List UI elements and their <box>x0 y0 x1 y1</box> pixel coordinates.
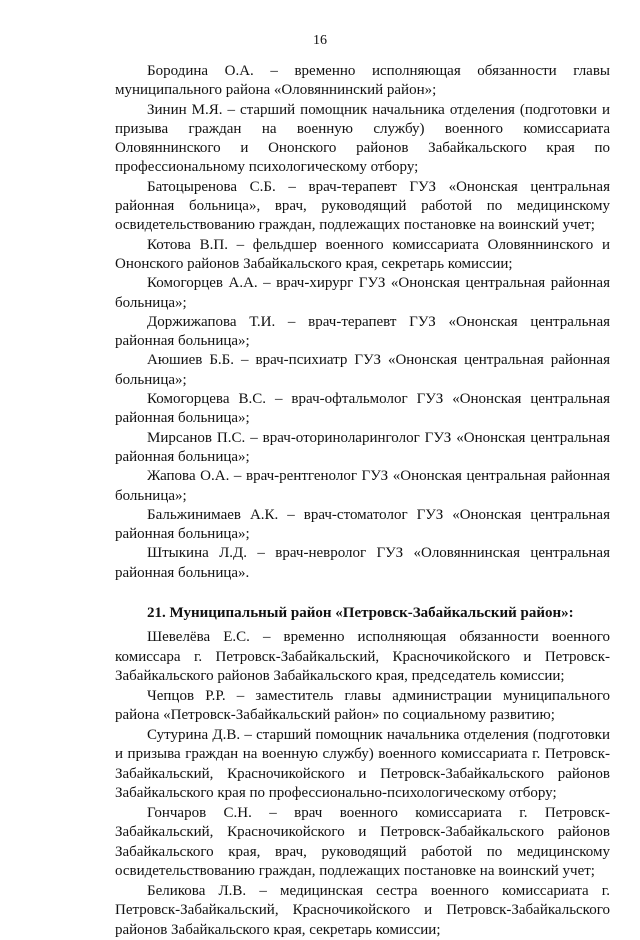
member-entry: Шевелёва Е.С. – временно исполняющая обязанности военного комиссара г. Петровск-Забайкальский, Красночикойского и Петровск-Забайкальского районов Забайкальского края, председатель комиссии; <box>115 629 610 685</box>
member-entry: Аюшиев Б.Б. – врач-психиатр ГУЗ «Ононская центральная районная больница»; <box>115 352 610 388</box>
member-entry: Зинин М.Я. – старший помощник начальника отделения (подготовки и призыва граждан на военную службу) военного комиссариата Оловяннинского и Ононского районов Забайкальского края по профессиональному психологическому отбору; <box>115 101 610 176</box>
member-entry: Котова В.П. – фельдшер военного комиссариата Оловяннинского и Ононского районов Забайкальского края, секретарь комиссии; <box>115 236 610 272</box>
member-entry: Беликова Л.В. – медицинская сестра военного комиссариата г. Петровск-Забайкальский, Красночикойского и Петровск-Забайкальского районов Забайкальского края, секретарь комиссии; <box>115 882 610 938</box>
member-entry: Гончаров С.Н. – врач военного комиссариата г. Петровск-Забайкальский, Красночикойского и Петровск-Забайкальского районов Забайкальского края, врач, руководящий работой по медицинскому освидетельствованию граждан, подлежащих постановке на воинский учет; <box>115 804 610 880</box>
commission-list-petrovsk <box>115 628 610 940</box>
member-entry: Сутурина Д.В. – старший помощник начальника отделения (подготовки и призыва граждан на военную службу) военного комиссариата г. Петровск-Забайкальский, Красночикойского и Петровск-Забайкальского районов Забайкальского края по профессионально-психологическому отбору; <box>115 726 610 802</box>
member-entry: Доржижапова Т.И. – врач-терапевт ГУЗ «Ононская центральная районная больница»; <box>115 313 610 350</box>
member-entry: Бальжинимаев А.К. – врач-стоматолог ГУЗ «Ононская центральная районная больница»; <box>115 506 610 543</box>
member-entry: Комогорцева В.С. – врач-офтальмолог ГУЗ «Ононская центральная районная больница»; <box>115 391 610 427</box>
section-heading-wrap <box>115 604 610 623</box>
member-entry: Мирсанов П.С. – врач-оториноларинголог ГУЗ «Ононская центральная районная больница»; <box>115 429 610 465</box>
page-number: 16 <box>313 33 327 48</box>
document-body <box>115 62 610 940</box>
member-entry: Бородина О.А. – временно исполняющая обязанности главы муниципального района «Оловяннинский район»; <box>115 63 610 99</box>
member-entry: Жапова О.А. – врач-рентгенолог ГУЗ «Ононская центральная районная больница»; <box>115 468 610 504</box>
member-entry: Штыкина Л.Д. – врач-невролог ГУЗ «Оловяннинская центральная районная больница». <box>115 545 610 581</box>
commission-list-oloviannaya <box>115 62 610 583</box>
member-entry: Чепцов Р.Р. – заместитель главы администрации муниципального района «Петровск-Забайкальский район» по социальному развитию; <box>115 687 610 724</box>
section-spacer <box>115 583 610 604</box>
section-heading: 21. Муниципальный район «Петровск-Забайкальский район»: <box>147 605 574 622</box>
member-entry: Батоцыренова С.Б. – врач-терапевт ГУЗ «Ононская центральная районная больница», врач, руководящий работой по медицинскому освидетельствованию граждан, подлежащих постановке на воинский учет; <box>115 178 610 234</box>
member-entry: Комогорцев А.А. – врач-хирург ГУЗ «Ононская центральная районная больница»; <box>115 275 610 311</box>
